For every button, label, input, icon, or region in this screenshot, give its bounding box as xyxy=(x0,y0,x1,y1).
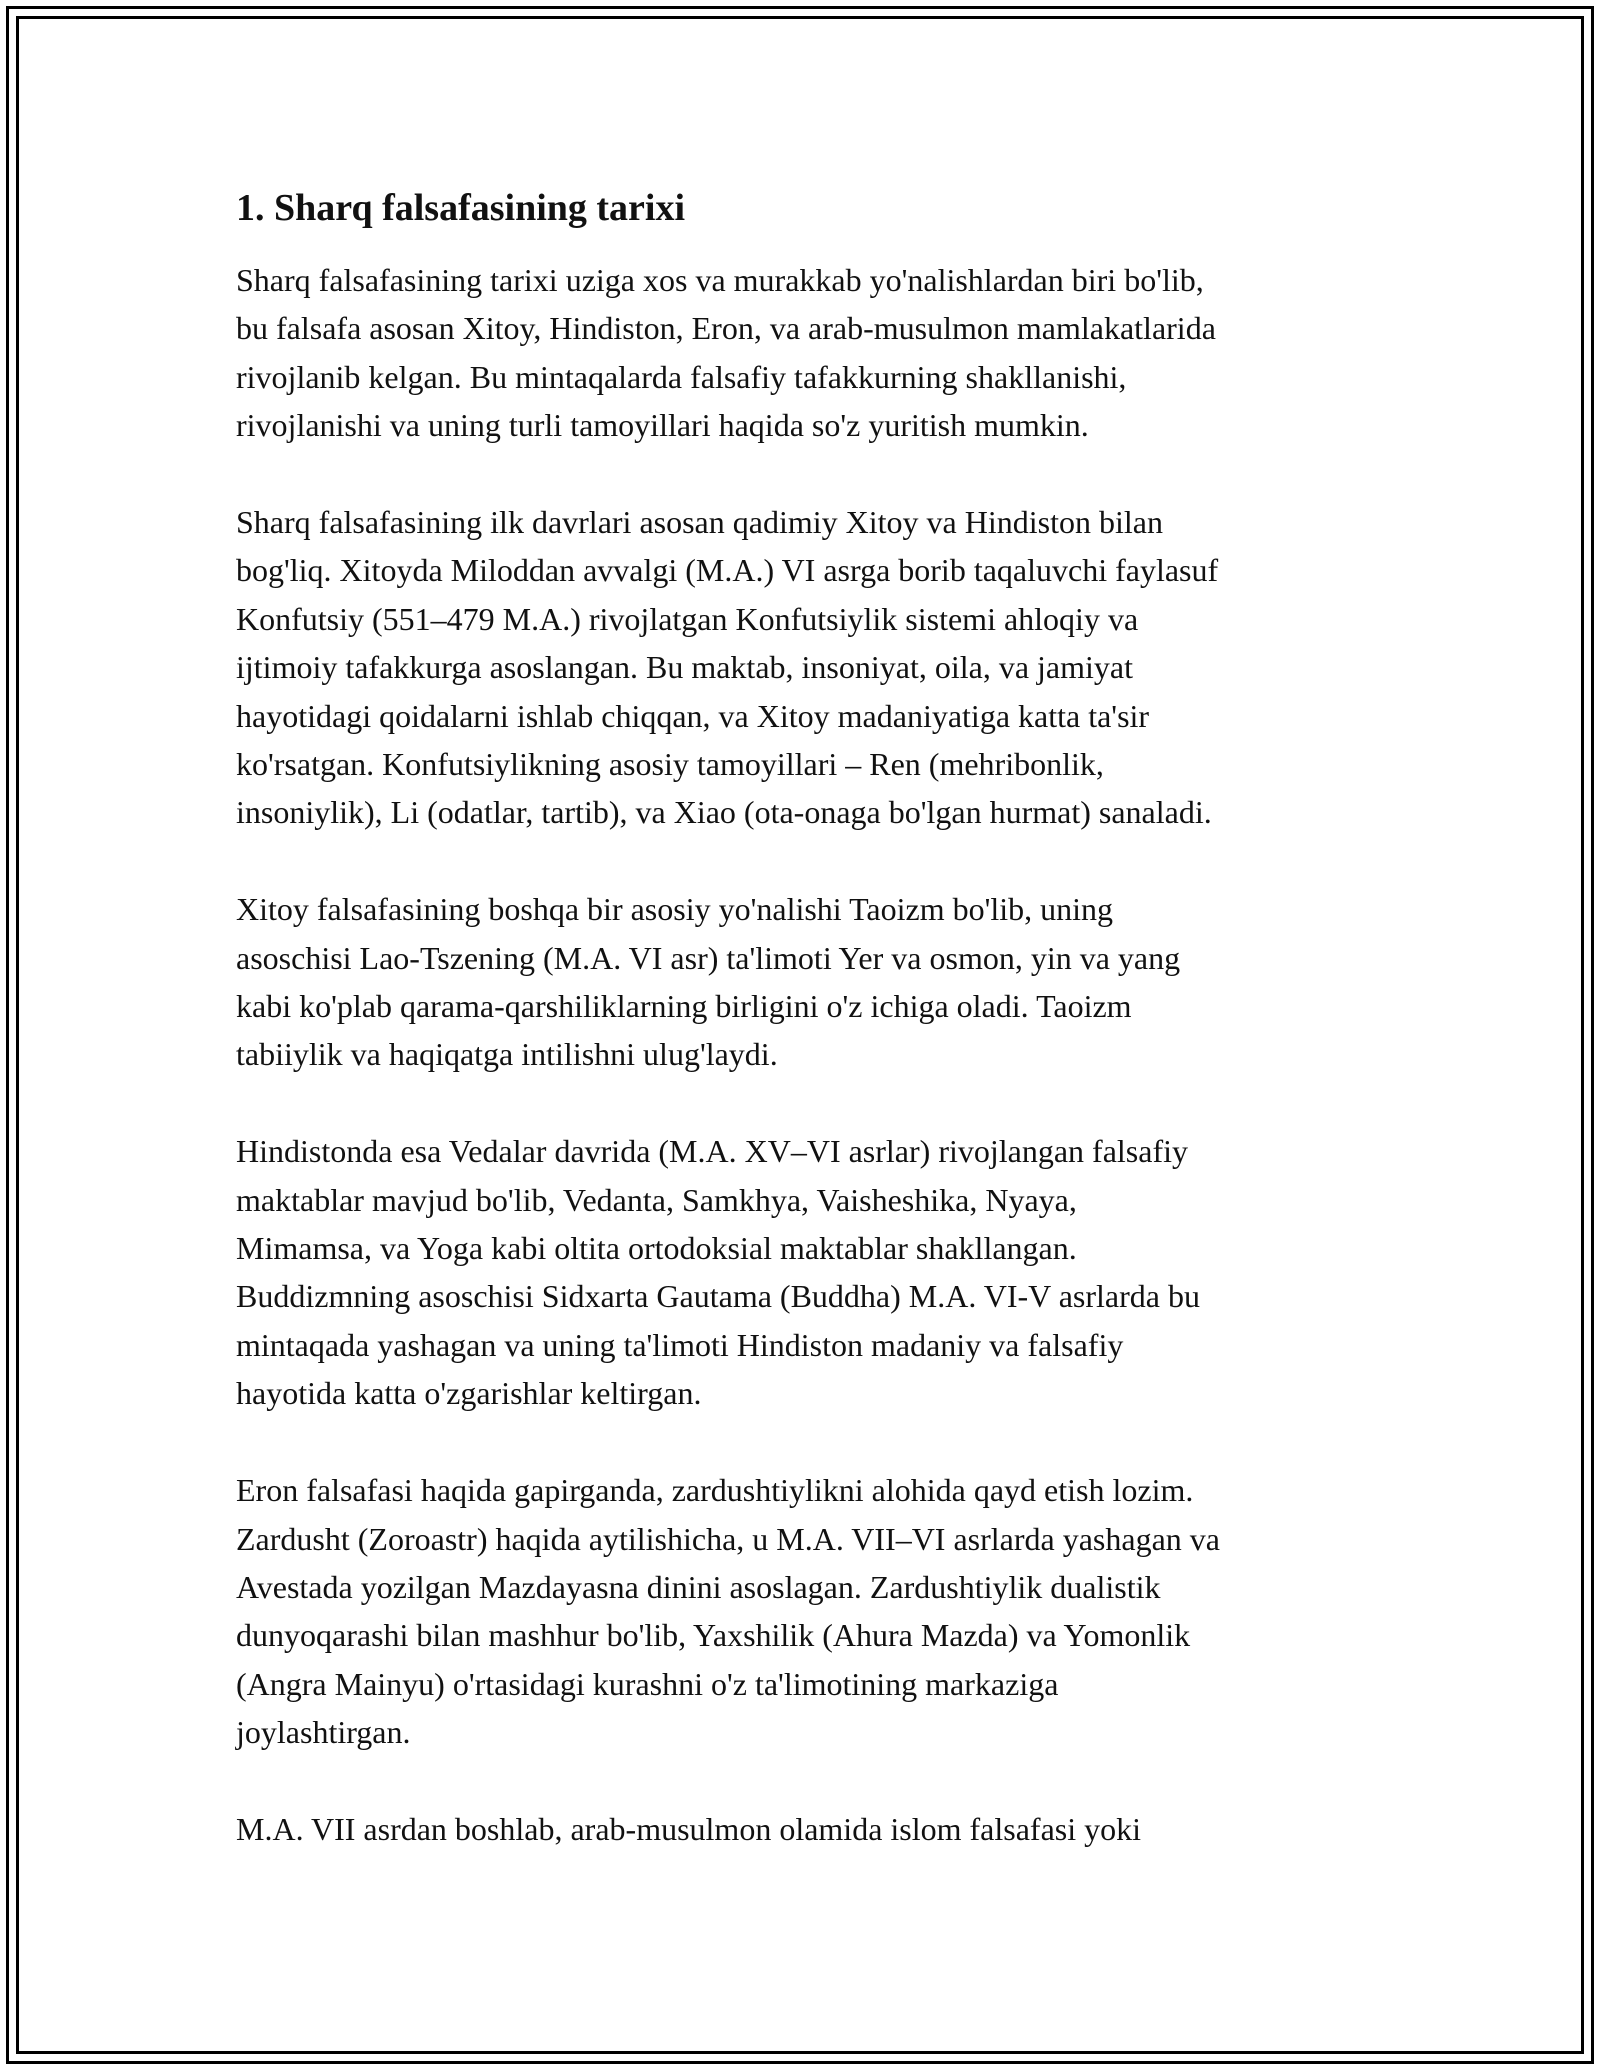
text-line: Mimamsa, va Yoga kabi oltita ortodoksial maktablar shakllangan. xyxy=(236,1230,1077,1267)
paragraph-2 xyxy=(236,498,1396,837)
text-line: Avestada yozilgan Mazdayasna dinini asoslagan. Zardushtiylik dualistik xyxy=(236,1568,1161,1605)
paragraph-6 xyxy=(236,1805,1396,1853)
text-line: Sharq falsafasining tarixi uziga xos va murakkab yo'nalishlardan biri bo'lib, xyxy=(236,262,1204,298)
text-line: Eron falsafasi haqida gapirganda, zardushtiylikni alohida qayd etish lozim. xyxy=(236,1472,1194,1509)
paragraph-3 xyxy=(236,885,1396,1079)
text-line: (Angra Mainyu) o'rtasidagi kurashni o'z ta'limotining markaziga xyxy=(236,1665,1059,1702)
text-line: Xitoy falsafasining boshqa bir asosiy yo'nalishi Taoizm bo'lib, uning xyxy=(236,891,1114,928)
text-line: insoniylik), Li (odatlar, tartib), va Xiao (ota-onaga bo'lgan hurmat) sanaladi. xyxy=(236,794,1212,831)
paragraph-list xyxy=(236,256,1396,1853)
text-line: kabi ko'plab qarama-qarshiliklarning birligini o'z ichiga oladi. Taoizm xyxy=(236,988,1132,1025)
text-line: M.A. VII asrdan boshlab, arab-musulmon olamida islom falsafasi yoki xyxy=(236,1810,1142,1847)
text-line: Sharq falsafasining ilk davrlari asosan qadimiy Xitoy va Hindiston bilan xyxy=(236,504,1163,541)
text-line: Hindistonda esa Vedalar davrida (M.A. XV–VI asrlar) rivojlangan falsafiy xyxy=(236,1133,1188,1170)
document-body xyxy=(236,184,1396,1902)
text-line: maktablar mavjud bo'lib, Vedanta, Samkhya, Vaisheshika, Nyaya, xyxy=(236,1181,1077,1218)
text-line: bu falsafa asosan Xitoy, Hindiston, Eron, va arab-musulmon mamlakatlarida xyxy=(236,310,1216,347)
text-line: hayotida katta o'zgarishlar keltirgan. xyxy=(236,1375,702,1412)
text-line: rivojlanishi va uning turli tamoyillari haqida so'z yuritish mumkin. xyxy=(236,407,1089,444)
section-heading: 1. Sharq falsafasining tarixi xyxy=(236,187,686,229)
paragraph-4 xyxy=(236,1127,1396,1417)
text-line: joylashtirgan. xyxy=(236,1714,411,1751)
text-line: Konfutsiy (551–479 M.A.) rivojlatgan Konfutsiylik sistemi ahloqiy va xyxy=(236,600,1139,637)
paragraph-1 xyxy=(236,256,1396,450)
text-line: Zardusht (Zoroastr) haqida aytilishicha, u M.A. VII–VI asrlarda yashagan va xyxy=(236,1520,1220,1557)
text-line: dunyoqarashi bilan mashhur bo'lib, Yaxshilik (Ahura Mazda) va Yomonlik xyxy=(236,1617,1191,1654)
text-line: asoschisi Lao-Tszening (M.A. VI asr) ta'limoti Yer va osmon, yin va yang xyxy=(236,939,1181,976)
text-line: bog'liq. Xitoyda Miloddan avvalgi (M.A.) VI asrga borib taqaluvchi faylasuf xyxy=(236,552,1219,589)
text-line: hayotidagi qoidalarni ishlab chiqqan, va Xitoy madaniyatiga katta ta'sir xyxy=(236,697,1150,734)
text-line: mintaqada yashagan va uning ta'limoti Hindiston madaniy va falsafiy xyxy=(236,1326,1124,1363)
text-line: ko'rsatgan. Konfutsiylikning asosiy tamoyillari – Ren (mehribonlik, xyxy=(236,746,1104,783)
text-line: rivojlanib kelgan. Bu mintaqalarda falsafiy tafakkurning shakllanishi, xyxy=(236,358,1127,395)
paragraph-5 xyxy=(236,1466,1396,1756)
text-line: Buddizmning asoschisi Sidxarta Gautama (Buddha) M.A. VI-V asrlarda bu xyxy=(236,1278,1200,1315)
text-line: tabiiylik va haqiqatga intilishni ulug'laydi. xyxy=(236,1036,778,1073)
text-line: ijtimoiy tafakkurga asoslangan. Bu maktab, insoniyat, oila, va jamiyat xyxy=(236,649,1133,686)
